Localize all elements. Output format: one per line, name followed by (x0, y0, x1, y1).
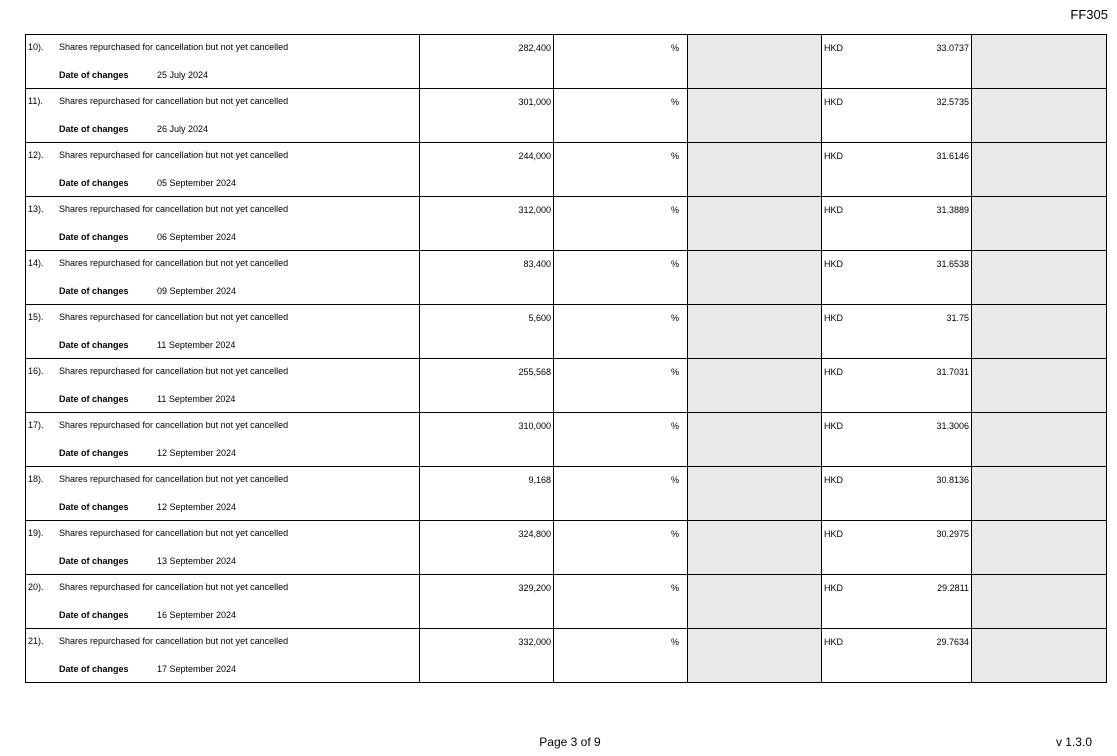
percentage-sign: % (670, 313, 679, 323)
date-of-changes-label: Date of changes (59, 286, 129, 296)
price-cell (822, 35, 972, 89)
date-of-changes-label: Date of changes (59, 394, 129, 404)
shaded-end-cell (972, 197, 1107, 251)
description-cell (26, 89, 420, 143)
shaded-cell (688, 467, 822, 521)
item-number: 11). (28, 96, 43, 106)
description-cell (26, 251, 420, 305)
shaded-cell (688, 305, 822, 359)
shares-count: 312,000 (518, 205, 551, 215)
event-description: Shares repurchased for cancellation but not yet cancelled (59, 96, 289, 106)
date-of-changes-value: 06 September 2024 (157, 232, 237, 242)
currency: HKD (824, 205, 844, 215)
shaded-cell (688, 197, 822, 251)
shaded-end-cell (972, 143, 1107, 197)
description-cell (26, 197, 420, 251)
item-number: 10). (28, 42, 44, 52)
currency: HKD (824, 151, 844, 161)
shares-count: 282,400 (518, 43, 551, 53)
currency: HKD (824, 529, 844, 539)
date-of-changes-label: Date of changes (59, 610, 129, 620)
date-of-changes-value: 16 September 2024 (157, 610, 237, 620)
price-value: 33.0737 (936, 43, 969, 53)
item-number: 19). (28, 528, 44, 538)
description-cell (26, 305, 420, 359)
percentage-cell (554, 143, 688, 197)
price-cell (822, 521, 972, 575)
percentage-cell (554, 467, 688, 521)
percentage-sign: % (670, 421, 679, 431)
price-value: 32.5735 (936, 97, 969, 107)
shaded-cell (688, 143, 822, 197)
shaded-end-cell (972, 251, 1107, 305)
description-cell (26, 143, 420, 197)
shaded-end-cell (972, 35, 1107, 89)
shaded-cell (688, 251, 822, 305)
shares-count: 332,000 (518, 637, 551, 647)
shares-count-cell (420, 521, 554, 575)
table-row (26, 629, 1107, 683)
shaded-end-cell (972, 305, 1107, 359)
percentage-sign: % (670, 475, 679, 485)
shares-count-cell (420, 35, 554, 89)
percentage-cell (554, 575, 688, 629)
shaded-cell (688, 575, 822, 629)
percentage-cell (554, 89, 688, 143)
shares-count: 301,000 (518, 97, 551, 107)
shaded-cell (688, 35, 822, 89)
price-value: 31.6538 (936, 259, 969, 269)
shaded-end-cell (972, 629, 1107, 683)
percentage-sign: % (670, 637, 679, 647)
price-cell (822, 467, 972, 521)
shares-count-cell (420, 467, 554, 521)
price-cell (822, 197, 972, 251)
percentage-cell (554, 629, 688, 683)
event-description: Shares repurchased for cancellation but not yet cancelled (59, 582, 289, 592)
item-number: 12). (28, 150, 44, 160)
date-of-changes-value: 17 September 2024 (157, 664, 237, 674)
date-of-changes-value: 12 September 2024 (157, 448, 237, 458)
item-number: 16). (28, 366, 44, 376)
shares-count: 329,200 (518, 583, 551, 593)
date-of-changes-value: 26 July 2024 (157, 124, 209, 134)
price-cell (822, 143, 972, 197)
price-value: 31.7031 (936, 367, 969, 377)
percentage-sign: % (670, 529, 679, 539)
price-value: 30.2975 (936, 529, 969, 539)
event-description: Shares repurchased for cancellation but not yet cancelled (59, 636, 289, 646)
shares-count: 9,168 (528, 475, 551, 485)
table-row (26, 413, 1107, 467)
date-of-changes-label: Date of changes (59, 556, 129, 566)
price-value: 31.75 (946, 313, 969, 323)
shaded-end-cell (972, 89, 1107, 143)
shares-count-cell (420, 89, 554, 143)
shares-count-cell (420, 305, 554, 359)
table-row (26, 521, 1107, 575)
date-of-changes-value: 05 September 2024 (157, 178, 237, 188)
percentage-sign: % (670, 205, 679, 215)
shares-count-cell (420, 197, 554, 251)
description-cell (26, 629, 420, 683)
percentage-cell (554, 305, 688, 359)
shares-count: 324,800 (518, 529, 551, 539)
description-cell (26, 413, 420, 467)
percentage-cell (554, 521, 688, 575)
percentage-cell (554, 359, 688, 413)
shares-count: 83,400 (523, 259, 551, 269)
currency: HKD (824, 367, 844, 377)
shares-count: 255,568 (518, 367, 551, 377)
date-of-changes-label: Date of changes (59, 340, 129, 350)
shares-count-cell (420, 629, 554, 683)
price-cell (822, 575, 972, 629)
currency: HKD (824, 97, 844, 107)
description-cell (26, 35, 420, 89)
percentage-cell (554, 35, 688, 89)
table-row (26, 143, 1107, 197)
share-changes-table (25, 34, 1107, 683)
shares-count-cell (420, 251, 554, 305)
date-of-changes-label: Date of changes (59, 70, 129, 80)
percentage-sign: % (670, 151, 679, 161)
table-row (26, 305, 1107, 359)
item-number: 18). (28, 474, 44, 484)
item-number: 17). (28, 420, 44, 430)
price-cell (822, 251, 972, 305)
event-description: Shares repurchased for cancellation but not yet cancelled (59, 150, 289, 160)
date-of-changes-label: Date of changes (59, 448, 129, 458)
currency: HKD (824, 421, 844, 431)
shaded-end-cell (972, 359, 1107, 413)
currency: HKD (824, 43, 844, 53)
price-value: 31.3889 (936, 205, 969, 215)
price-value: 29.7634 (936, 637, 969, 647)
percentage-cell (554, 413, 688, 467)
currency: HKD (824, 313, 844, 323)
percentage-sign: % (670, 259, 679, 269)
currency: HKD (824, 259, 844, 269)
event-description: Shares repurchased for cancellation but not yet cancelled (59, 528, 289, 538)
description-cell (26, 359, 420, 413)
event-description: Shares repurchased for cancellation but not yet cancelled (59, 366, 289, 376)
price-value: 31.6146 (936, 151, 969, 161)
shaded-end-cell (972, 521, 1107, 575)
shaded-cell (688, 413, 822, 467)
price-value: 30.8136 (936, 475, 969, 485)
currency: HKD (824, 475, 844, 485)
version-label: v 1.3.0 (1055, 735, 1092, 749)
date-of-changes-label: Date of changes (59, 178, 129, 188)
event-description: Shares repurchased for cancellation but not yet cancelled (59, 474, 289, 484)
event-description: Shares repurchased for cancellation but not yet cancelled (59, 42, 289, 52)
table-row (26, 197, 1107, 251)
date-of-changes-label: Date of changes (59, 664, 129, 674)
date-of-changes-label: Date of changes (59, 502, 129, 512)
shaded-cell (688, 629, 822, 683)
table-row (26, 575, 1107, 629)
shaded-cell (688, 521, 822, 575)
item-number: 20). (28, 582, 44, 592)
event-description: Shares repurchased for cancellation but not yet cancelled (59, 204, 289, 214)
shares-count-cell (420, 359, 554, 413)
price-cell (822, 305, 972, 359)
item-number: 13). (28, 204, 44, 214)
page-number: Page 3 of 9 (539, 735, 601, 749)
price-value: 29.2811 (937, 583, 969, 593)
shares-count: 244,000 (518, 151, 551, 161)
shaded-cell (688, 89, 822, 143)
shaded-end-cell (972, 575, 1107, 629)
date-of-changes-value: 11 September 2024 (157, 394, 236, 404)
table-row (26, 251, 1107, 305)
percentage-sign: % (670, 97, 679, 107)
item-number: 15). (28, 312, 44, 322)
date-of-changes-label: Date of changes (59, 232, 129, 242)
shares-count-cell (420, 413, 554, 467)
date-of-changes-value: 12 September 2024 (157, 502, 237, 512)
description-cell (26, 575, 420, 629)
percentage-sign: % (670, 43, 679, 53)
event-description: Shares repurchased for cancellation but not yet cancelled (59, 420, 289, 430)
shares-count: 310,000 (518, 421, 551, 431)
table-row (26, 467, 1107, 521)
price-cell (822, 413, 972, 467)
date-of-changes-value: 13 September 2024 (157, 556, 237, 566)
price-cell (822, 629, 972, 683)
date-of-changes-label: Date of changes (59, 124, 129, 134)
item-number: 14). (28, 258, 44, 268)
price-value: 31.3006 (936, 421, 969, 431)
currency: HKD (824, 583, 844, 593)
description-cell (26, 467, 420, 521)
table-row (26, 359, 1107, 413)
percentage-sign: % (670, 367, 679, 377)
price-cell (822, 359, 972, 413)
event-description: Shares repurchased for cancellation but not yet cancelled (59, 312, 289, 322)
shares-count-cell (420, 575, 554, 629)
shares-count-cell (420, 143, 554, 197)
percentage-sign: % (670, 583, 679, 593)
shares-count: 5,600 (528, 313, 551, 323)
item-number: 21). (28, 636, 44, 646)
description-cell (26, 521, 420, 575)
currency: HKD (824, 637, 844, 647)
form-code: FF305 (1070, 7, 1108, 22)
percentage-cell (554, 251, 688, 305)
price-cell (822, 89, 972, 143)
date-of-changes-value: 25 July 2024 (157, 70, 209, 80)
shaded-end-cell (972, 467, 1107, 521)
table-row (26, 89, 1107, 143)
shaded-end-cell (972, 413, 1107, 467)
date-of-changes-value: 11 September 2024 (157, 340, 236, 350)
percentage-cell (554, 197, 688, 251)
shaded-cell (688, 359, 822, 413)
table-row (26, 35, 1107, 89)
date-of-changes-value: 09 September 2024 (157, 286, 237, 296)
event-description: Shares repurchased for cancellation but not yet cancelled (59, 258, 289, 268)
